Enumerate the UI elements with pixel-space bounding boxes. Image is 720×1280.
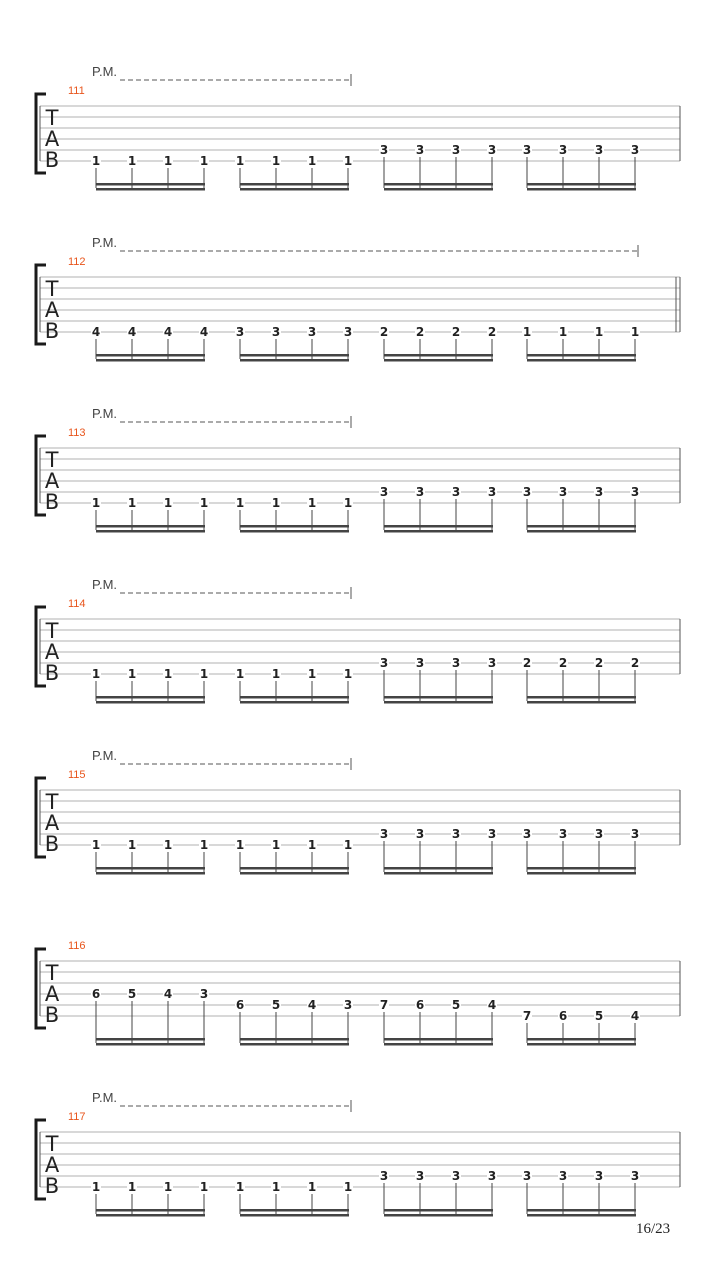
fret-number: 3 [343, 998, 353, 1012]
fret-number: 1 [307, 496, 317, 510]
fret-number: 3 [558, 1169, 568, 1183]
beam [384, 696, 493, 699]
beam [240, 530, 349, 533]
fret-number: 3 [451, 143, 461, 157]
fret-number: 7 [522, 1009, 532, 1023]
fret-number: 5 [127, 987, 137, 1001]
fret-number: 4 [91, 325, 101, 339]
fret-number: 3 [343, 325, 353, 339]
fret-number: 3 [415, 827, 425, 841]
fret-number: 1 [271, 838, 281, 852]
fret-number: 3 [415, 1169, 425, 1183]
fret-number: 2 [451, 325, 461, 339]
fret-number: 4 [163, 987, 173, 1001]
beam [240, 1214, 349, 1217]
tab-system [36, 235, 680, 362]
beam [96, 188, 205, 191]
tab-system [36, 406, 680, 533]
fret-number: 3 [415, 656, 425, 670]
fret-number: 1 [199, 154, 209, 168]
fret-number: 5 [451, 998, 461, 1012]
beam [527, 183, 636, 186]
tab-clef-letter: T [45, 277, 59, 301]
fret-number: 1 [163, 496, 173, 510]
fret-number: 2 [415, 325, 425, 339]
fret-number: 1 [91, 667, 101, 681]
beam [240, 867, 349, 870]
fret-number: 3 [522, 827, 532, 841]
fret-number: 6 [91, 987, 101, 1001]
fret-number: 1 [271, 667, 281, 681]
beam [240, 183, 349, 186]
fret-number: 1 [91, 1180, 101, 1194]
beam [96, 701, 205, 704]
fret-number: 3 [379, 827, 389, 841]
fret-number: 3 [630, 143, 640, 157]
palm-mute-label: P.M. [92, 748, 118, 763]
fret-number: 3 [379, 1169, 389, 1183]
fret-number: 3 [451, 827, 461, 841]
beam [527, 525, 636, 528]
beam [384, 1043, 493, 1046]
palm-mute-label: P.M. [92, 406, 118, 421]
beam [96, 359, 205, 362]
fret-number: 4 [487, 998, 497, 1012]
fret-number: 3 [487, 485, 497, 499]
beam [96, 530, 205, 533]
beam [384, 525, 493, 528]
tab-clef-letter: A [44, 640, 60, 664]
beam [96, 183, 205, 186]
beam [96, 1038, 205, 1041]
fret-number: 1 [307, 667, 317, 681]
tab-clef-letter: B [44, 832, 60, 856]
fret-number: 1 [163, 838, 173, 852]
fret-number: 3 [594, 485, 604, 499]
beam [96, 1043, 205, 1046]
tab-clef-letter: B [44, 661, 60, 685]
bar-number: 117 [68, 1111, 86, 1123]
fret-number: 1 [163, 154, 173, 168]
beam [240, 696, 349, 699]
fret-number: 2 [522, 656, 532, 670]
bar-number: 115 [68, 769, 86, 781]
tab-clef-letter: A [44, 811, 60, 835]
beam [527, 188, 636, 191]
beam [384, 188, 493, 191]
beam [384, 872, 493, 875]
fret-number: 3 [487, 143, 497, 157]
beam [96, 1209, 205, 1212]
fret-number: 1 [127, 667, 137, 681]
bar-number: 116 [68, 940, 86, 952]
beam [240, 354, 349, 357]
tab-clef-letter: A [44, 1153, 60, 1177]
fret-number: 3 [594, 1169, 604, 1183]
beam [384, 530, 493, 533]
beam [96, 1214, 205, 1217]
fret-number: 1 [235, 838, 245, 852]
fret-number: 3 [558, 827, 568, 841]
tab-clef-letter: B [44, 490, 60, 514]
beam [384, 867, 493, 870]
fret-number: 3 [558, 143, 568, 157]
tab-clef-letter: B [44, 1174, 60, 1198]
fret-number: 3 [415, 143, 425, 157]
beam [527, 867, 636, 870]
tab-system [36, 1090, 680, 1217]
beam [96, 696, 205, 699]
tab-clef-letter: A [44, 982, 60, 1006]
fret-number: 4 [199, 325, 209, 339]
fret-number: 1 [271, 154, 281, 168]
fret-number: 4 [307, 998, 317, 1012]
fret-number: 1 [343, 1180, 353, 1194]
fret-number: 3 [522, 485, 532, 499]
fret-number: 1 [522, 325, 532, 339]
fret-number: 1 [307, 1180, 317, 1194]
fret-number: 1 [307, 154, 317, 168]
fret-number: 3 [487, 827, 497, 841]
fret-number: 2 [379, 325, 389, 339]
fret-number: 1 [343, 838, 353, 852]
bar-number: 111 [68, 85, 85, 97]
fret-number: 1 [91, 154, 101, 168]
beam [527, 701, 636, 704]
fret-number: 1 [199, 1180, 209, 1194]
fret-number: 3 [451, 485, 461, 499]
fret-number: 7 [379, 998, 389, 1012]
fret-number: 6 [235, 998, 245, 1012]
fret-number: 5 [271, 998, 281, 1012]
fret-number: 1 [594, 325, 604, 339]
beam [384, 183, 493, 186]
beam [527, 1043, 636, 1046]
fret-number: 3 [630, 827, 640, 841]
beam [240, 1038, 349, 1041]
fret-number: 6 [415, 998, 425, 1012]
fret-number: 1 [163, 667, 173, 681]
fret-number: 1 [343, 496, 353, 510]
tab-system [36, 577, 680, 704]
bar-number: 114 [68, 598, 86, 610]
fret-number: 3 [271, 325, 281, 339]
beam [384, 354, 493, 357]
fret-number: 3 [199, 987, 209, 1001]
beam [240, 1043, 349, 1046]
fret-number: 1 [163, 1180, 173, 1194]
fret-number: 3 [594, 143, 604, 157]
fret-number: 1 [235, 667, 245, 681]
palm-mute-label: P.M. [92, 1090, 118, 1105]
fret-number: 3 [558, 485, 568, 499]
fret-number: 3 [630, 485, 640, 499]
fret-number: 1 [199, 838, 209, 852]
beam [384, 1038, 493, 1041]
fret-number: 3 [487, 1169, 497, 1183]
fret-number: 3 [379, 485, 389, 499]
fret-number: 1 [127, 1180, 137, 1194]
tab-system [36, 748, 680, 875]
beam [384, 1209, 493, 1212]
fret-number: 4 [630, 1009, 640, 1023]
beam [240, 359, 349, 362]
beam [240, 701, 349, 704]
beam [240, 525, 349, 528]
fret-number: 1 [630, 325, 640, 339]
tab-clef-letter: T [45, 448, 59, 472]
tab-clef-letter: A [44, 469, 60, 493]
fret-number: 1 [199, 496, 209, 510]
fret-number: 6 [558, 1009, 568, 1023]
fret-number: 1 [271, 1180, 281, 1194]
fret-number: 1 [199, 667, 209, 681]
tab-clef-letter: A [44, 298, 60, 322]
fret-number: 5 [594, 1009, 604, 1023]
beam [527, 530, 636, 533]
fret-number: 1 [235, 154, 245, 168]
tab-system [36, 64, 680, 191]
tab-clef-letter: T [45, 790, 59, 814]
beam [527, 872, 636, 875]
beam [527, 1209, 636, 1212]
bar-number: 113 [68, 427, 86, 439]
beam [240, 188, 349, 191]
fret-number: 1 [343, 667, 353, 681]
beam [96, 872, 205, 875]
beam [527, 1214, 636, 1217]
beam [96, 867, 205, 870]
fret-number: 1 [558, 325, 568, 339]
fret-number: 3 [487, 656, 497, 670]
fret-number: 1 [235, 1180, 245, 1194]
fret-number: 3 [379, 143, 389, 157]
fret-number: 1 [127, 154, 137, 168]
beam [527, 1038, 636, 1041]
tab-clef-letter: T [45, 1132, 59, 1156]
fret-number: 1 [127, 838, 137, 852]
fret-number: 2 [630, 656, 640, 670]
fret-number: 3 [451, 1169, 461, 1183]
fret-number: 3 [451, 656, 461, 670]
fret-number: 1 [235, 496, 245, 510]
tab-clef-letter: B [44, 1003, 60, 1027]
fret-number: 1 [307, 838, 317, 852]
fret-number: 3 [522, 143, 532, 157]
fret-number: 3 [415, 485, 425, 499]
fret-number: 2 [487, 325, 497, 339]
fret-number: 1 [91, 838, 101, 852]
fret-number: 3 [594, 827, 604, 841]
fret-number: 1 [91, 496, 101, 510]
bar-number: 112 [68, 256, 86, 268]
tab-clef-letter: T [45, 106, 59, 130]
fret-number: 1 [271, 496, 281, 510]
fret-number: 3 [307, 325, 317, 339]
page-number: 16/23 [636, 1221, 671, 1237]
beam [240, 872, 349, 875]
fret-number: 2 [594, 656, 604, 670]
fret-number: 4 [127, 325, 137, 339]
palm-mute-label: P.M. [92, 577, 118, 592]
fret-number: 3 [630, 1169, 640, 1183]
beam [96, 525, 205, 528]
palm-mute-label: P.M. [92, 235, 118, 250]
beam [527, 354, 636, 357]
beam [240, 1209, 349, 1212]
fret-number: 1 [343, 154, 353, 168]
tab-clef-letter: B [44, 319, 60, 343]
fret-number: 3 [379, 656, 389, 670]
fret-number: 2 [558, 656, 568, 670]
tab-clef-letter: T [45, 619, 59, 643]
fret-number: 3 [235, 325, 245, 339]
fret-number: 3 [522, 1169, 532, 1183]
beam [384, 701, 493, 704]
beam [384, 359, 493, 362]
beam [96, 354, 205, 357]
tab-clef-letter: T [45, 961, 59, 985]
fret-number: 1 [127, 496, 137, 510]
tab-clef-letter: B [44, 148, 60, 172]
palm-mute-label: P.M. [92, 64, 118, 79]
beam [527, 359, 636, 362]
tab-system [36, 940, 680, 1046]
tab-clef-letter: A [44, 127, 60, 151]
fret-number: 4 [163, 325, 173, 339]
beam [384, 1214, 493, 1217]
beam [527, 696, 636, 699]
